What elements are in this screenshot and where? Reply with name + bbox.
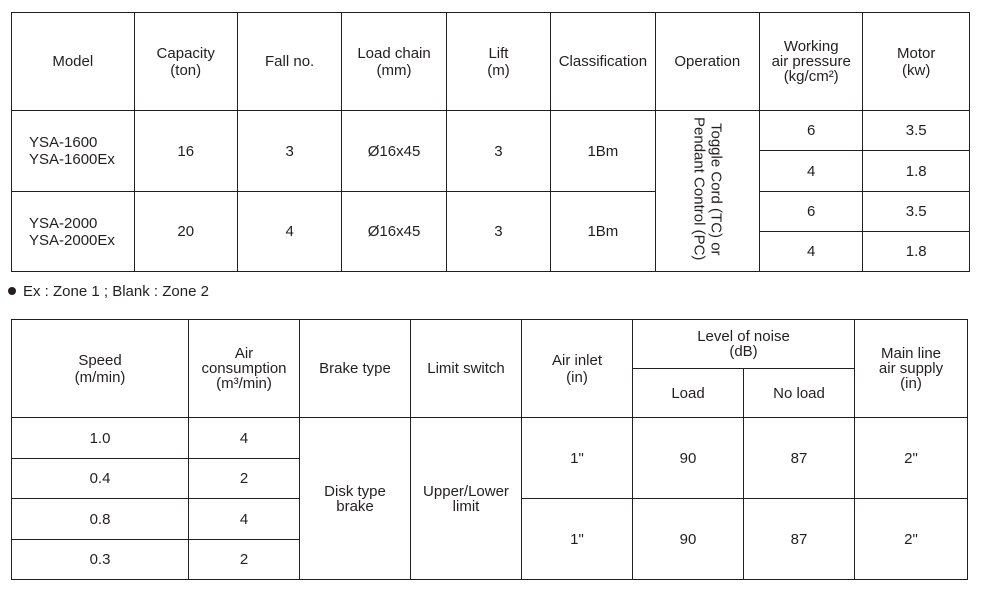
header-capacity: Capacity (ton) [134,13,237,111]
air-inlet-cell: 1" [522,418,633,499]
main-line-cell: 2" [855,499,968,580]
capacity-cell: 20 [134,192,237,272]
fall-no-cell: 4 [237,192,341,272]
pressure-cell: 6 [760,192,863,232]
air-consumption-cell: 4 [189,499,300,540]
fall-no-cell: 3 [237,111,341,192]
motor-cell: 1.8 [863,232,970,272]
table-row [12,111,970,151]
header-model: Model [12,13,135,111]
bullet-icon [8,287,16,295]
motor-cell: 1.8 [863,151,970,192]
header-motor: Motor (kw) [863,13,970,111]
noise-load-cell: 90 [633,418,744,499]
model-cell: YSA-1600 YSA-1600Ex [12,111,135,192]
motor-cell: 3.5 [863,192,970,232]
lift-cell: 3 [446,192,550,272]
lift-cell: 3 [446,111,550,192]
load-chain-cell: Ø16x45 [342,192,446,272]
header-operation: Operation [655,13,759,111]
noise-no-load-cell: 87 [744,418,855,499]
noise-load-cell: 90 [633,499,744,580]
noise-no-load-cell: 87 [744,499,855,580]
speed-cell: 1.0 [12,418,189,459]
model-cell: YSA-2000 YSA-2000Ex [12,192,135,272]
table-row [12,192,970,232]
motor-cell: 3.5 [863,111,970,151]
load-chain-cell: Ø16x45 [342,111,446,192]
speed-cell: 0.4 [12,459,189,499]
air-consumption-cell: 2 [189,540,300,580]
operation-cell: Toggle Cord (TC) or Pendant Control (PC) [655,111,759,272]
main-line-cell: 2" [855,418,968,499]
classification-cell: 1Bm [551,192,655,272]
air-consumption-cell: 4 [189,418,300,459]
capacity-cell: 16 [134,111,237,192]
speed-cell: 0.3 [12,540,189,580]
specification-table-1 [11,12,970,272]
header-noise-no-load: No load [744,369,855,418]
air-consumption-cell: 2 [189,459,300,499]
header-level-of-noise: Level of noise (dB) [633,320,855,369]
brake-type-cell: Disk type brake [300,418,411,580]
air-inlet-cell: 1" [522,499,633,580]
header-load-chain: Load chain (mm) [342,13,446,111]
header-air-inlet: Air inlet (in) [522,320,633,418]
specification-table-2 [11,319,968,580]
limit-switch-cell: Upper/Lower limit [411,418,522,580]
header-brake-type: Brake type [300,320,411,418]
header-air-consumption: Air consumption (m³/min) [189,320,300,418]
header-speed: Speed (m/min) [12,320,189,418]
zone-note: Ex : Zone 1 ; Blank : Zone 2 [8,283,209,300]
pressure-cell: 6 [760,111,863,151]
header-fall-no: Fall no. [237,13,341,111]
header-main-line-air-supply: Main line air supply (in) [855,320,968,418]
table1-header-row [12,13,970,111]
pressure-cell: 4 [760,232,863,272]
header-limit-switch: Limit switch [411,320,522,418]
header-noise-load: Load [633,369,744,418]
speed-cell: 0.8 [12,499,189,540]
table2-header-row [12,320,968,369]
table-row [12,418,968,459]
pressure-cell: 4 [760,151,863,192]
header-classification: Classification [551,13,655,111]
header-lift: Lift (m) [446,13,550,111]
classification-cell: 1Bm [551,111,655,192]
header-working-air-pressure: Working air pressure (kg/cm²) [760,13,863,111]
